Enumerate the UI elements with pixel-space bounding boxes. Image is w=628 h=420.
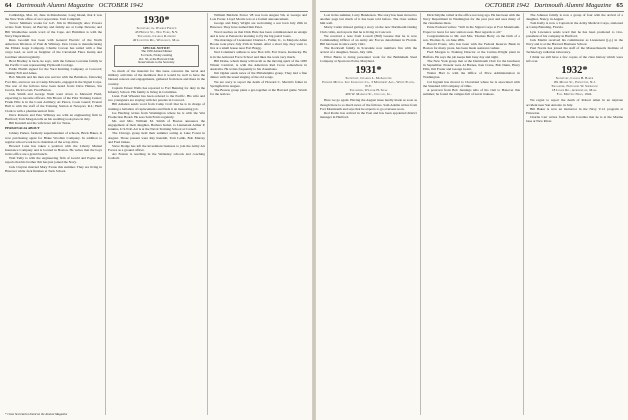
paragraph: Walter Hart is with the Office of Price Administration in Washington. (423, 71, 520, 80)
paragraph: Cambridge, Mar. 10, June in Manchester, Long Island, that it was the New York office of an Corporation. Tom Campbell. (5, 13, 102, 22)
paragraph: Marry Cutler missed getting a story on the new Dartmouth Outing Club cabin, and reports that he is living in Concord. (320, 25, 417, 34)
page-number: 64 (5, 2, 12, 9)
paragraph: Congratulations to Mr. and Mrs. Thomas Berry on the birth of a son, Thomas Jr., on June 28th. (423, 33, 520, 42)
treasurer-address: 18 Leslie Rd., Auburndale, Mass. (551, 87, 598, 92)
class-year-heading: 1932* (561, 64, 588, 76)
left-column-1 (5, 13, 102, 418)
paragraph: Elliot Burns is doing personnel work for the Bethlehem Steel Company at Sparrows Point, Maryland. (320, 54, 417, 63)
paragraph: Paul Norris has joined the staff of the Massachusetts Institute of Technology radiation laboratory. (526, 46, 623, 55)
paragraph: Trevor Smithers works for G.E. Jim in Pittsburgh; Alec Powers writes from Texas; Al Barclay and family are at Camp Devens; and Bill Weatherbee sends word of the Cape. Art Hamilton is with the Navy Department. (5, 21, 102, 38)
text-block (423, 13, 520, 96)
publication-title: Dartmouth Alumni Magazine (16, 2, 94, 9)
text-block (320, 13, 417, 63)
text-block (526, 13, 623, 63)
paragraph: Howard Lane has taken a position with the Liberty Mutual Insurance Company and is located in Boston. He writes that the boys in his office are a grand bunch. (5, 143, 102, 157)
paragraph: Ned Coleman's address is now Box 220, Fort Knox, Kentucky. He is in the Armored Force School and likes the work very much. (210, 50, 307, 59)
secretary-address: 43 Hudson St., New York, N.Y. (134, 29, 179, 34)
paragraph: William Baldwin Porter '28 was born August 5th, at George and Lois Porter. Lloyd Morris was at a formal announcement. (210, 13, 307, 22)
paragraph: Walt Tully is with the engineering firm of Gould and Payne and reports that his brother Jim has just joined the Navy. (5, 156, 102, 165)
paragraph: The Rockwell family in Scarsdale now numbers five with the arrival of a daughter, Susan, July 12th. (320, 46, 417, 55)
issue-date: OCTOBER 1942 (484, 2, 530, 9)
page-number: 65 (616, 2, 623, 9)
paragraph: The marriage of Lieutenant Charles L. Fuller, Jr., to Marjorie Allen Boone took place July 25th in Salem. After a short trip, they went to live at a small house near Fort Bragg. (210, 37, 307, 51)
paragraph: Ernie Packard writes: "Still in the Signal Corps at Fort Monmouth. Expect to leave for new station soon. Best regards to all." (423, 25, 520, 34)
left-page (0, 0, 312, 420)
paragraph: George and Mary Wright are welcoming a son born July 20th in Hanover. They have named him Peter. (210, 21, 307, 30)
paragraph: Tom Kelly is now a Captain in the Army Medical Corps, stationed at Camp Blanding, Florida. (526, 21, 623, 30)
notice-line: 8 o'clock, Friday evening (140, 53, 173, 58)
class-year-heading: 1930* (143, 15, 170, 26)
left-page-header (5, 2, 143, 9)
paragraph: The Boston group plans a get-together at the Harvard game. Watch for the notices. (210, 87, 307, 96)
class-secretary: Secretary, G. Warren French (136, 26, 177, 30)
notice-title: SPECIAL NOTICE! (142, 45, 171, 50)
paragraph: Dave Roberts and Pete Whitney are with an engineering firm in Hartford; Tom Morgan tells us his wedding took place in July. (5, 112, 102, 121)
paragraph: Lieut. Paul Wheeler has been ordered to the Pacific. His wife and two youngsters are staying with her parents in Concord. (108, 94, 205, 103)
paragraph: So much of the material for this issue concerns the naval and military activities of the members that it would be well to have the blessed renown and engagements, gathered from here and there in the country. (108, 69, 205, 86)
column-divider (105, 13, 106, 415)
secretary-address: 181 Moore St., Princeton, N.J. (553, 79, 596, 84)
paragraph: Bill Kendall and his wife have left for Texas. (9, 121, 71, 126)
column-divider (420, 13, 421, 415)
class-treasurer: Treasurer, William H. Shaw (349, 87, 388, 92)
special-notice-box (114, 45, 199, 68)
right-page (316, 0, 628, 420)
column-divider (207, 13, 208, 415)
paragraph: A postcard from Bob Jennings tells of his visit to Hanover this summer; he found the campus full of naval trainees. (423, 87, 520, 96)
paragraph: We regret to report the death of Robert Allen in an airplane accident near San Antonio in July. (526, 98, 623, 107)
text-block (320, 98, 417, 119)
header-rule (320, 11, 624, 12)
paragraph: Jack Clayton married Mary Evans this summer. They are living in Hanover while Jack finishes at Tuck School. (5, 164, 102, 173)
paragraph: Lost in the summer, Larry Henderson. The story has been moved to another page but much of it has been told before. The class wishes him well. (320, 13, 417, 26)
paragraph: Captain Ernest Wells has reported to Fort Benning for duty in the Infantry School. His family is living in Columbus. (108, 85, 205, 94)
text-block (5, 131, 102, 173)
paragraph: Russ Goodell has been with General Electric of the North American Division of Pratt & Whitney. Don Crane is manufacturing the Elmira Gage Company. Charlie Corson has sailed with a fine cargo load, as well as freighter of the Cleveland Fleet. Kemp and Gardiner attend regularly. (5, 37, 102, 59)
paragraph: Here we go again. Having the August issue hardly made as soon as though there is so much news of the fellows. Sam Adams writes from Fort Monmouth and says that he expects to go overseas soon. (320, 98, 417, 111)
paragraph: Word reaches us that Dick Hale has been commissioned an ensign and is now at Pensacola learning to fly the big patrol boats. (210, 29, 307, 38)
paragraph: I think we still have a few copies of the class history which were left over. (526, 54, 623, 63)
paragraph: Bill Drake, whom many will recall as the moving spirit of the 1930 Winter Carnival, is with the American Red Cross somewhere in Australia. He writes frequently to his classmates. (210, 58, 307, 72)
text-block (526, 98, 623, 123)
paragraph: Charlie Carr writes from North Carolina that he is at the Marine base at New River. (526, 115, 623, 124)
class-year-heading: 1931* (355, 64, 382, 76)
paragraph: Harold Evans, who has been with the Federal Reserve Bank in Boston for many years, has been made assistant cashier. (423, 42, 520, 51)
class-secretary: Secretary, Charles L. McAllister (345, 75, 392, 80)
issue-date: OCTOBER 1942 (98, 2, 144, 9)
right-column-2 (423, 13, 520, 418)
paragraph: The New York group met at the Dartmouth Club for the luncheon in September. Present were Al Barnes, Ken Crane, Bob Dunn, Harry Ellis, Jim Foster and George Grant. (423, 58, 520, 72)
footnote: * Class Secretaries listed on the Alumni Magazine (5, 412, 68, 416)
paragraph: Cal Ingram has moved to Cleveland where he is associated with the Standard Oil Company of Ohio. (423, 79, 520, 88)
secretary-address: Phoenix Mutual Life Insurance Co., 3 Monument Ave., White Plains, N.Y. (322, 79, 415, 88)
paragraph: Brad Bradley is back, he says, with the famous Lorraine family in the Pacific Coast representing Plymouth Cordage. (5, 58, 102, 67)
column-divider (523, 13, 524, 415)
header-rule (4, 11, 308, 12)
notice-line: The 1930 Annual Dinner (141, 49, 172, 54)
class-treasurer: Treasurer, Charles Raymond (137, 33, 176, 38)
paragraph: The Johnson family is now a group of four with the arrival of a daughter, Nancy, in August. (526, 13, 623, 22)
paragraph: Mr. and Mrs. William M. Smith of Boston announce the engagement of their daughter, Barbara Isabel, to Lieutenant Arthur P. Jenkins, U.S.N.R. Art is at the Naval Training School at Cornell. (108, 119, 205, 132)
class-secretary: Secretary, Carlos H. Baker (555, 75, 594, 80)
section-heading: PERSONALIA ABOUT (5, 126, 40, 131)
paragraph: Jim Ogden sends news of the Philadelphia group. They had a fine dinner with the usual singing of the old songs. (210, 71, 307, 80)
paragraph: Lyle Lawrence sends word that he has been promoted to vice-president of his company in Hartford. (526, 29, 623, 38)
paragraph: Jack Smith and George Nash went down to Maxwell Field, expecting to become officers. Jim Brown of the Pilot Training Center; Frank Ellis is in the Coast Artillery; Al Pierce, Coast Guard; Everett Hall is with the staff of the Training Station at Newport, R.I.; Herb Clark is with a pharmaceutical firm. (5, 91, 102, 113)
right-page-header (485, 2, 623, 9)
paragraph: Jack Martin received his commission as Lieutenant (j.g.) in the Navy and is at the Harvard Business School. (526, 37, 623, 47)
paragraph: Art Fenton is teaching in the Wellesley schools and coaching football. (108, 152, 205, 161)
date-line: Fall Meeting News, 1942. (556, 91, 593, 96)
paragraph: Dick Smythe called at the office not long ago. He has been with the Navy Department in Washington for the past year and sees many of the classmates there. (423, 13, 520, 26)
paragraph: Red Rorbo has arrived in the East and has been appointed district manager in Hartford. (320, 110, 417, 120)
treasurer-address: 40 Leighton Rd., Wellesley, Mass. (132, 37, 181, 42)
text-block (5, 13, 102, 125)
paragraph: Joe Harding writes from Washington where he is with the War Production Board. He sees Sam Ferris regularly. (108, 110, 205, 119)
left-column-3 (210, 13, 307, 418)
paragraph: Bob Shields and his men saw service with the Battalion, following Fort Dix, and now are at Camp Edwards, engaged in the Signal Corps. The rest of the fellows have been heard from: Dave Haines, Stu Jacobs, Dick Lovett, Fred Barton. (5, 75, 102, 92)
paragraph: We are sorry to report the death of Howard C. Merritt's father in Springfield in August. (210, 79, 307, 88)
paragraph: Johnny Parker, formerly superintendent of schools, Brick Baker, is now purchasing agent for Blake Woollen Company. In addition to regular school work he is chairman of the scrap drive. (5, 131, 102, 144)
text-block (210, 13, 307, 96)
notice-line: Reservations to the Secretary (138, 60, 175, 65)
right-column-1 (320, 13, 417, 418)
notice-lines (117, 50, 196, 65)
paragraph: Steve Dodge has left the investment business to join the Army Air Forces as a ground officer. (108, 143, 205, 153)
notice-line: Oct. 30, at the Harvard Club (138, 56, 175, 61)
paragraph: Bill Baker is now an instructor in the Navy V-12 program at Princeton. (526, 106, 623, 115)
treasurer-address: 400 W. Madison St., Chicago, Ill. (345, 91, 392, 96)
paragraph: Eddie Plumb signed for the Yard Knitting Company at Concord; Tommy Fell and Ames. (5, 67, 102, 76)
class-treasurer: Treasurer, Nathaniel W. Sherwood (551, 83, 598, 88)
publication-title: Dartmouth Alumni Magazine (534, 2, 612, 9)
paragraph: Bill Amsden sends word from Camp Croft that he is in charge of training a battalion of replacements and finds it an interesting job. (108, 102, 205, 111)
left-column-2 (108, 13, 205, 418)
right-column-3 (526, 13, 623, 418)
paragraph: The Chicago group held their summer outing at Lake Forest in August. Those present were Ray Kendall, Tom Lamb, Bob Murray and Fred Oakes. (108, 131, 205, 144)
paragraph: Fred Morgan is Training Director at the Curtiss-Wright plant in Buffalo. He says the job keeps him busy day and night. (423, 50, 520, 59)
paragraph: We received a note from Lowell (Bill) Greene that he is now Commanding Officer of an Army Air Forces detachment in Florida. Bill has been in since early 1941. (320, 33, 417, 47)
text-block (108, 69, 205, 160)
